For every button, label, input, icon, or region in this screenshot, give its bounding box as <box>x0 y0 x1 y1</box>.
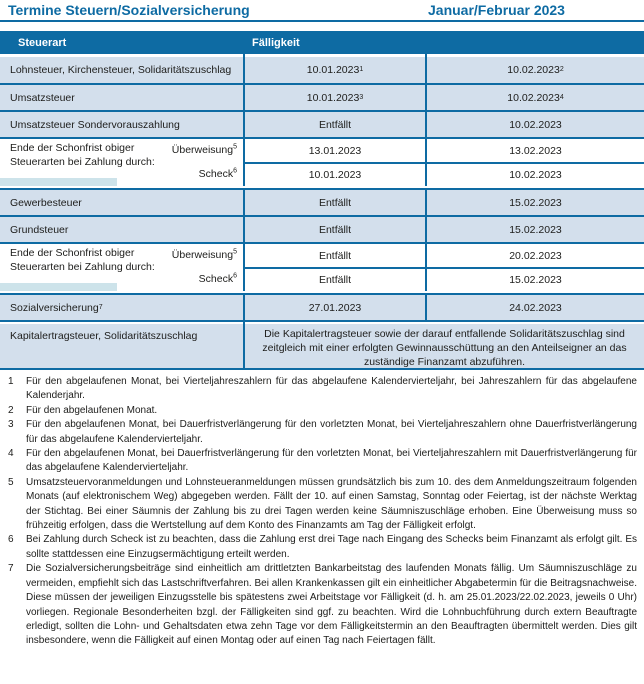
due-date-feb <box>425 244 644 267</box>
due-date-jan: 10.01.2023 3 <box>243 85 425 110</box>
tax-type-label: Ende der Schonfrist obiger Steuerarten bei Zahlung durch: <box>10 142 155 168</box>
tax-type-label: Sozialversicherung 7 <box>10 301 103 314</box>
footnote-number: 7 <box>8 563 14 575</box>
column-header-faelligkeit: Fälligkeit <box>252 36 300 49</box>
date-text: 10.02.2023 <box>507 91 560 104</box>
tax-type-label: Lohnsteuer, Kirchensteuer, Solidaritätszuschlag <box>10 64 232 76</box>
due-date-jan <box>243 162 425 186</box>
row-sozialversicherung <box>0 293 644 320</box>
date-text: 10.01.2023 <box>308 169 362 181</box>
date-text: 10.02.2023 <box>509 118 562 131</box>
footnote-6 <box>8 533 637 562</box>
method-text: Scheck <box>198 168 234 180</box>
footnote-5 <box>8 476 637 534</box>
date-text: 13.01.2023 <box>308 144 362 157</box>
payment-method-ueberweisung <box>172 144 237 156</box>
footnote-ref: 5 <box>233 143 237 151</box>
payment-method-ueberweisung <box>172 249 237 261</box>
due-date-feb <box>425 139 644 162</box>
row-schonfrist-2 <box>0 242 644 293</box>
row-kapitalertragsteuer <box>0 324 644 370</box>
row-schonfrist-1 <box>0 137 644 188</box>
due-date-jan: 10.01.2023 1 <box>243 57 425 83</box>
due-date-feb <box>425 112 644 137</box>
date-text: 10.01.2023 <box>306 91 360 104</box>
due-date-jan <box>243 139 425 162</box>
date-text: 15.02.2023 <box>509 196 562 209</box>
tax-type-label: Gewerbesteuer <box>10 196 82 209</box>
date-text: 15.02.2023 <box>509 274 562 286</box>
footnote-1 <box>8 375 637 404</box>
footnote-4 <box>8 447 637 476</box>
due-date-feb: 10.02.2023 2 <box>425 57 644 83</box>
row-sondervorauszahlung <box>0 110 644 137</box>
tax-type-label: Umsatzsteuer Sondervorauszahlung <box>10 118 180 131</box>
tax-type-label: Ende der Schonfrist obiger Steuerarten bei Zahlung durch: <box>10 247 155 273</box>
row-umsatzsteuer <box>0 83 644 110</box>
column-divider <box>243 322 245 324</box>
due-date-feb <box>425 162 644 186</box>
highlight-strip <box>0 178 117 186</box>
footnote-text: Die Sozialversicherungsbeiträge sind einheitlich am drittletzten Bankarbeitstag des laufenden Monats fällig. Um Säumniszuschläge zu vermeiden, empfiehlt sich das Lastschriftverfahren. Bei allen Krankenkassen gilt ein einheitlicher Abgabetermin für die Beitragsnachweise. Diese müssen der jeweiligen Einzugsstelle bis spätestens zwei Arbeitstage vor Fälligkeit (d. h. am 25.01.2023/22.02.2023, jeweils 0 Uhr) vorliegen. Regionale Besonderheiten bzgl. der Fälligkeiten sind ggf. zu beachten. Wird die Lohnbuchführung durch extern Beauftragte erledigt, sollten die Lohn- und Gehaltsdaten etwa zehn Tage vor dem Fälligkeitstermin an den Beauftragten übermittelt werden. Dies gilt insbesondere, wenn die Fälligkeit auf einen Montag oder auf einen Tag nach Feiertagen fällt. <box>26 563 637 647</box>
tax-type-label: Umsatzsteuer <box>10 91 75 104</box>
date-text: 13.02.2023 <box>509 144 562 157</box>
date-text: 10.02.2023 <box>509 169 562 181</box>
footnote-number: 2 <box>8 404 14 416</box>
due-date-feb <box>425 190 644 215</box>
footnote-text: Für den abgelaufenen Monat, bei Dauerfristverlängerung für den vorletzten Monat, bei Vierteljahreszahlern mit Dauerfristverlängerung für das abgelaufene Kalendervierteljahr. <box>26 448 637 474</box>
column-divider <box>243 54 245 57</box>
date-text: Entfällt <box>318 196 352 209</box>
table-gap <box>0 320 644 324</box>
date-text: 27.01.2023 <box>308 301 362 314</box>
footnote-ref: 5 <box>233 248 237 256</box>
footnote-text: Für den abgelaufenen Monat. <box>26 404 158 416</box>
date-text: Entfällt <box>318 249 352 262</box>
footnote-number: 1 <box>8 376 14 387</box>
footnote-3 <box>8 418 637 447</box>
payment-method-scheck <box>199 273 237 285</box>
footnotes-section <box>0 375 644 649</box>
column-divider <box>425 54 427 57</box>
date-text: 10.02.2023 <box>507 64 560 76</box>
footnote-number: 6 <box>8 534 14 546</box>
method-text: Scheck <box>198 273 234 285</box>
footnote-ref: 6 <box>233 272 237 280</box>
tax-type-label: Kapitalertragsteuer, Solidaritätszuschlag <box>10 330 198 342</box>
header-gap <box>0 54 644 57</box>
table-header-row <box>0 31 644 54</box>
kapitalertrag-note: Die Kapitalertragsteuer sowie der darauf entfallende Solidaritätszuschlag sind zeitgleich mit einer erfolgten Gewinnausschüttung an den Anteilseigner an das zuständige Finanzamt abzuführen. <box>243 324 644 369</box>
payment-method-scheck <box>199 168 237 180</box>
deadline-table <box>0 31 644 370</box>
title-bar <box>0 0 644 22</box>
due-date-jan <box>243 244 425 267</box>
page-title: Termine Steuern/Sozialversicherung <box>8 2 250 18</box>
schonfrist-label-cell <box>0 244 243 291</box>
footnote-number: 4 <box>8 448 14 460</box>
column-header-steuerart: Steuerart <box>18 36 67 49</box>
due-date-jan <box>243 112 425 137</box>
date-text: Entfällt <box>318 223 352 236</box>
date-text: 20.02.2023 <box>509 249 562 262</box>
due-date-jan <box>243 190 425 215</box>
label-text: Sozialversicherung <box>10 301 99 314</box>
footnote-text: Umsatzsteuervoranmeldungen und Lohnsteueranmeldungen müssen grundsätzlich bis zum 10. des dem Anmeldungszeitraum folgenden Monats (auf elektronischem Weg) abgegeben werden. Fällt der 10. auf einen Samstag, Sonntag oder Feiertag, ist der nächste Werktag der Stichtag. Bei einer Säumnis der Zahlung bis zu drei Tagen werden keine Säumniszuschläge erhoben. Eine Überweisung muss so frühzeitig erfolgen, dass die Wertstellung auf dem Konto des Finanzamts am Tag der Fälligkeit erfolgt. <box>26 476 637 532</box>
footnote-number: 3 <box>8 419 14 431</box>
highlight-strip <box>0 283 117 291</box>
footnote-text: Für den abgelaufenen Monat, bei Dauerfristverlängerung für den vorletzten Monat, bei Vierteljahreszahlern ohne Dauerfristverlängerung für das abgelaufene Kalendervierteljahr. <box>26 419 637 445</box>
due-date-feb <box>425 217 644 242</box>
footnote-7 <box>8 562 637 648</box>
row-lohnsteuer <box>0 57 644 83</box>
date-text: 24.02.2023 <box>509 301 562 314</box>
period-label: Januar/Februar 2023 <box>428 2 565 18</box>
footnote-text: Für den abgelaufenen Monat, bei Vierteljahreszahlern für das abgelaufene Kalendervierteljahr, bei Jahreszahlern für das abgelaufene Kalenderjahr. <box>26 376 637 402</box>
footnote-2 <box>8 404 637 418</box>
footnote-text: Bei Zahlung durch Scheck ist zu beachten, dass die Zahlung erst drei Tage nach Eingang des Schecks beim Finanzamt als erfolgt gilt. Es sollte stattdessen eine Einzugsermächtigung erteilt werden. <box>26 534 637 560</box>
tax-type-label: Grundsteuer <box>10 223 69 236</box>
date-text: Entfällt <box>318 118 352 131</box>
due-date-jan <box>243 217 425 242</box>
method-text: Überweisung <box>171 144 234 156</box>
due-date-feb <box>425 295 644 320</box>
due-date-jan <box>243 295 425 320</box>
date-text: 15.02.2023 <box>509 223 562 236</box>
due-date-jan <box>243 267 425 291</box>
date-text: 10.01.2023 <box>306 64 360 76</box>
due-date-feb: 10.02.2023 4 <box>425 85 644 110</box>
date-text: Entfällt <box>318 274 352 286</box>
row-grundsteuer <box>0 215 644 242</box>
footnote-number: 5 <box>8 476 14 488</box>
row-gewerbesteuer <box>0 188 644 215</box>
due-date-feb <box>425 267 644 291</box>
schonfrist-label-cell <box>0 139 243 186</box>
footnote-ref: 6 <box>233 167 237 175</box>
method-text: Überweisung <box>171 249 234 261</box>
